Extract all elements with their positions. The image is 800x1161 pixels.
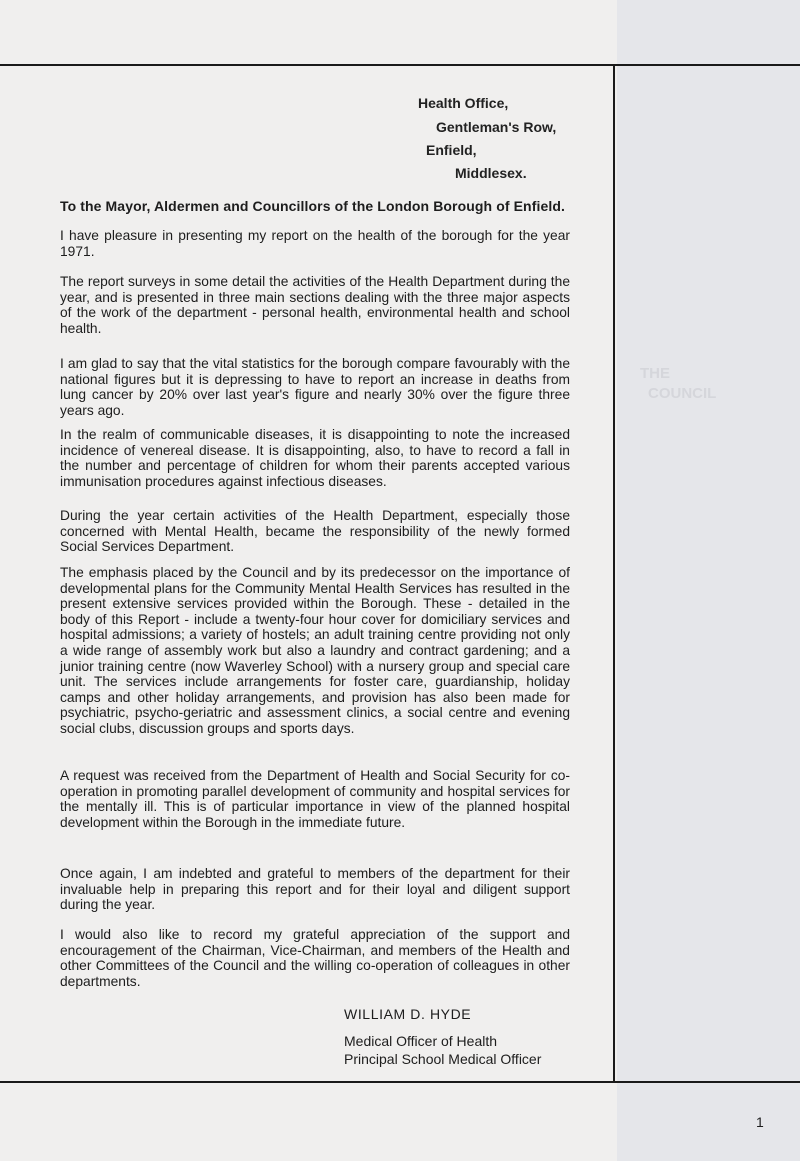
signature-title-2: Principal School Medical Officer <box>344 1051 542 1067</box>
address-line-4: Middlesex. <box>455 165 527 181</box>
paragraph-1: I have pleasure in presenting my report on the health of the borough for the year 1971. <box>60 228 570 259</box>
signature-name: WILLIAM D. HYDE <box>344 1006 472 1022</box>
paragraph-7: A request was received from the Department of Health and Social Security for co-operation in promoting parallel development of community and hospital services for the mentally ill. This is of particular importance in view of the planned hospital development within the Borough in the immediate future. <box>60 768 570 830</box>
paragraph-9: I would also like to record my grateful appreciation of the support and encouragement of the Chairman, Vice-Chairman, and members of the Health and other Committees of the Council and the willing co-operation of colleagues in other departments. <box>60 927 570 989</box>
paragraph-5: During the year certain activities of the Health Department, especially those concerned with Mental Health, became the responsibility of the newly formed Social Services Department. <box>60 508 570 555</box>
top-rule <box>0 64 800 66</box>
paragraph-2: The report surveys in some detail the activities of the Health Department during the year, and is presented in three main sections dealing with the three major aspects of the work of the department - personal health, environmental health and school health. <box>60 274 570 336</box>
page-number: 1 <box>756 1114 764 1130</box>
paragraph-3: I am glad to say that the vital statistics for the borough compare favourably with the national figures but it is depressing to have to report an increase in deaths from lung cancer by 20% over last year's figure and nearly 30% over the figure three years ago. <box>60 356 570 418</box>
paragraph-8: Once again, I am indebted and grateful to members of the department for their invaluable help in preparing this report and for their loyal and diligent support during the year. <box>60 866 570 913</box>
side-panel <box>617 0 800 1161</box>
paragraph-6: The emphasis placed by the Council and by its predecessor on the importance of developmental plans for the Community Mental Health Services has resulted in the present extensive services provided within the Borough. These - detailed in the body of this Report - include a twenty-four hour cover for domiciliary services and hospital admissions; a variety of hostels; an adult training centre providing not only a wide range of assembly work but also a laundry and contract gardening; and a junior training centre (now Waverley School) with a nursery group and special care unit. The services include arrangements for foster care, guardianship, holiday camps and other holiday arrangements, and provision has also been made for psychiatric, psycho-geriatric and assessment clinics, a social centre and evening social clubs, discussion groups and sports days. <box>60 565 570 736</box>
vertical-rule <box>613 64 615 1083</box>
salutation: To the Mayor, Aldermen and Councillors of the London Borough of Enfield. <box>60 198 565 214</box>
address-line-2: Gentleman's Row, <box>436 119 557 135</box>
bottom-rule <box>0 1081 800 1083</box>
signature-title-1: Medical Officer of Health <box>344 1033 498 1049</box>
faded-label-line2: COUNCIL <box>648 385 717 402</box>
address-line-3: Enfield, <box>426 142 477 158</box>
faded-label-line1: THE <box>640 365 670 382</box>
paragraph-4: In the realm of communicable diseases, it is disappointing to note the increased incidence of venereal disease. It is disappointing, also, to have to record a fall in the number and percentage of children for whom their parents accepted various immunisation procedures against infectious diseases. <box>60 427 570 489</box>
address-line-1: Health Office, <box>418 95 509 111</box>
faded-section-label <box>640 364 760 404</box>
